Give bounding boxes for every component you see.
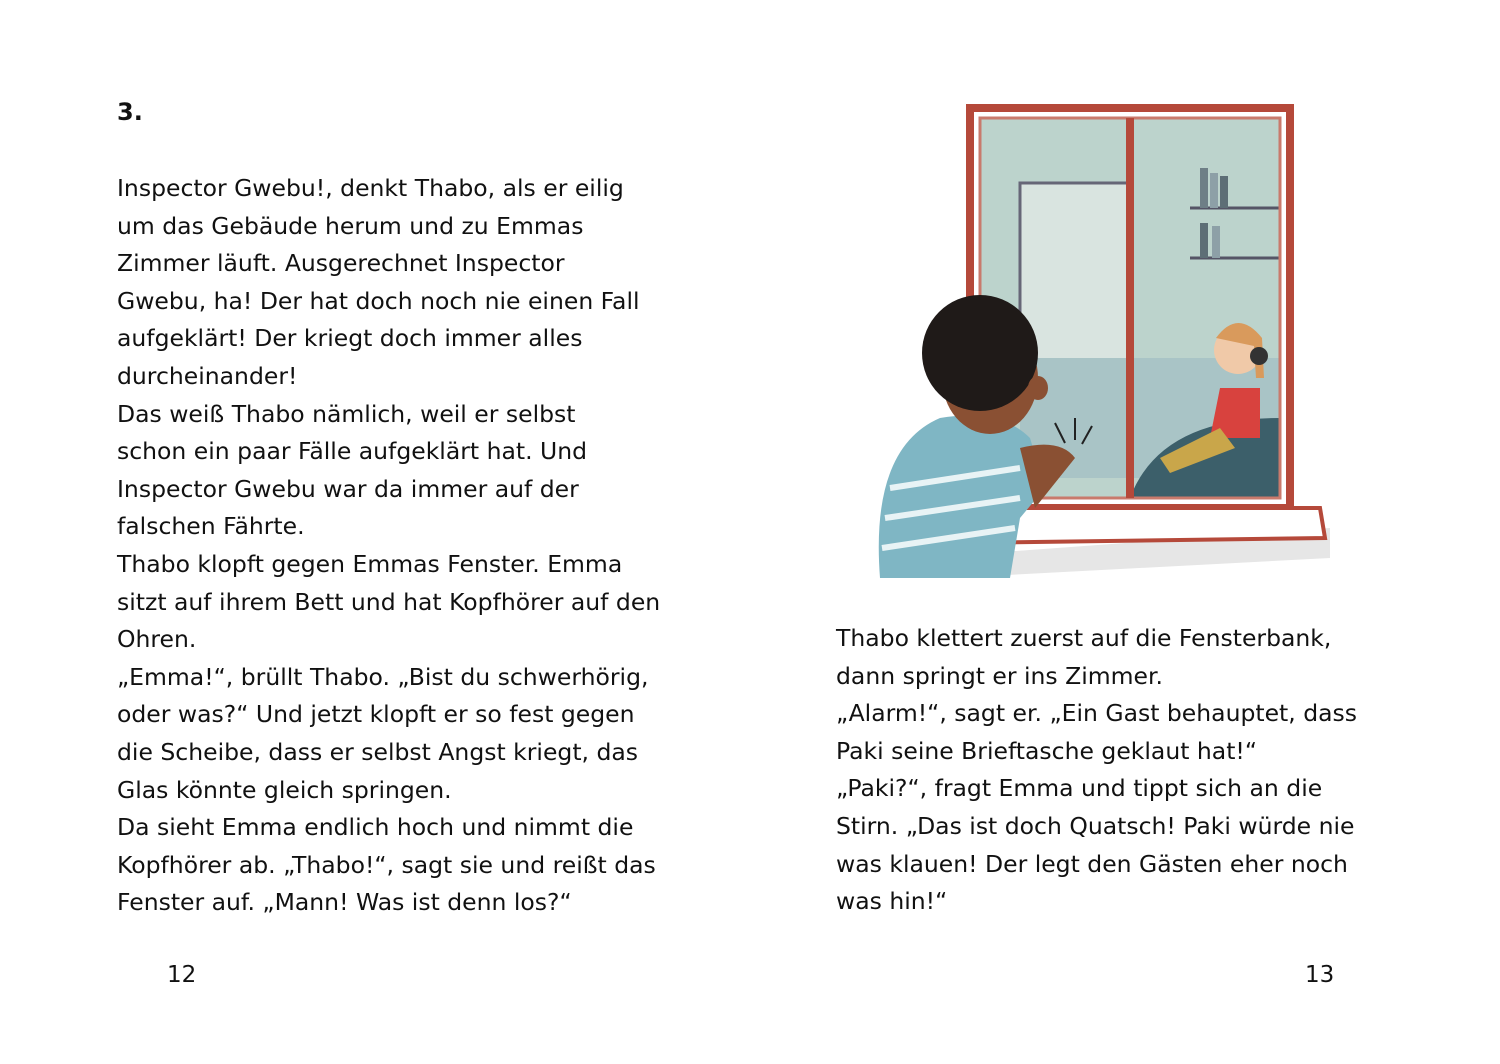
- left-page-text: Inspector Gwebu!, denkt Thabo, als er eilig um das Gebäude herum und zu Emmas Zimmer läuft. Ausgerechnet Inspector Gwebu, ha! Der hat doch noch nie einen Fall aufgeklärt! Der kriegt doch immer alles durcheinander! Das weiß Thabo nämlich, weil er selbst schon ein paar Fälle aufgeklärt hat. Und Inspector Gwebu war da immer auf der falschen Fährte. Thabo klopft gegen Emmas Fenster. Emma sitzt auf ihrem Bett und hat Kopfhörer auf den Ohren. „Emma!“, brüllt Thabo. „Bist du schwerhörig, oder was?“ Und jetzt klopft er so fest gegen die Scheibe, dass er selbst Angst kriegt, das Glas könnte gleich springen. Da sieht Emma endlich hoch und nimmt die Kopfhörer ab. „Thabo!“, sagt sie und reißt das Fenster auf. „Mann! Was ist denn los?“: [117, 174, 661, 917]
- page-number-left: 12: [167, 962, 197, 988]
- right-page-text: Thabo klettert zuerst auf die Fensterbank, dann springt er ins Zimmer. „Alarm!“, sagt er. „Ein Gast behauptet, dass Paki seine Brieftasche geklaut hat!“ „Paki?“, fragt Emma und tippt sich an die Stirn. „Das ist doch Quatsch! Paki würde nie was klauen! Der legt den Gästen eher noch was hin!“: [836, 624, 1358, 916]
- boy-hair: [922, 295, 1038, 411]
- book: [1200, 223, 1208, 258]
- chapter-number: 3.: [117, 98, 143, 126]
- right-page: [750, 0, 1500, 1064]
- book: [1220, 176, 1228, 208]
- window-illustration: [860, 88, 1330, 578]
- door: [1020, 183, 1130, 363]
- book: [1210, 173, 1218, 208]
- headphones-icon: [1250, 347, 1268, 365]
- book: [1212, 226, 1220, 258]
- book: [1200, 168, 1208, 208]
- page-number-right: 13: [1305, 962, 1335, 988]
- boy-face: [1028, 376, 1048, 400]
